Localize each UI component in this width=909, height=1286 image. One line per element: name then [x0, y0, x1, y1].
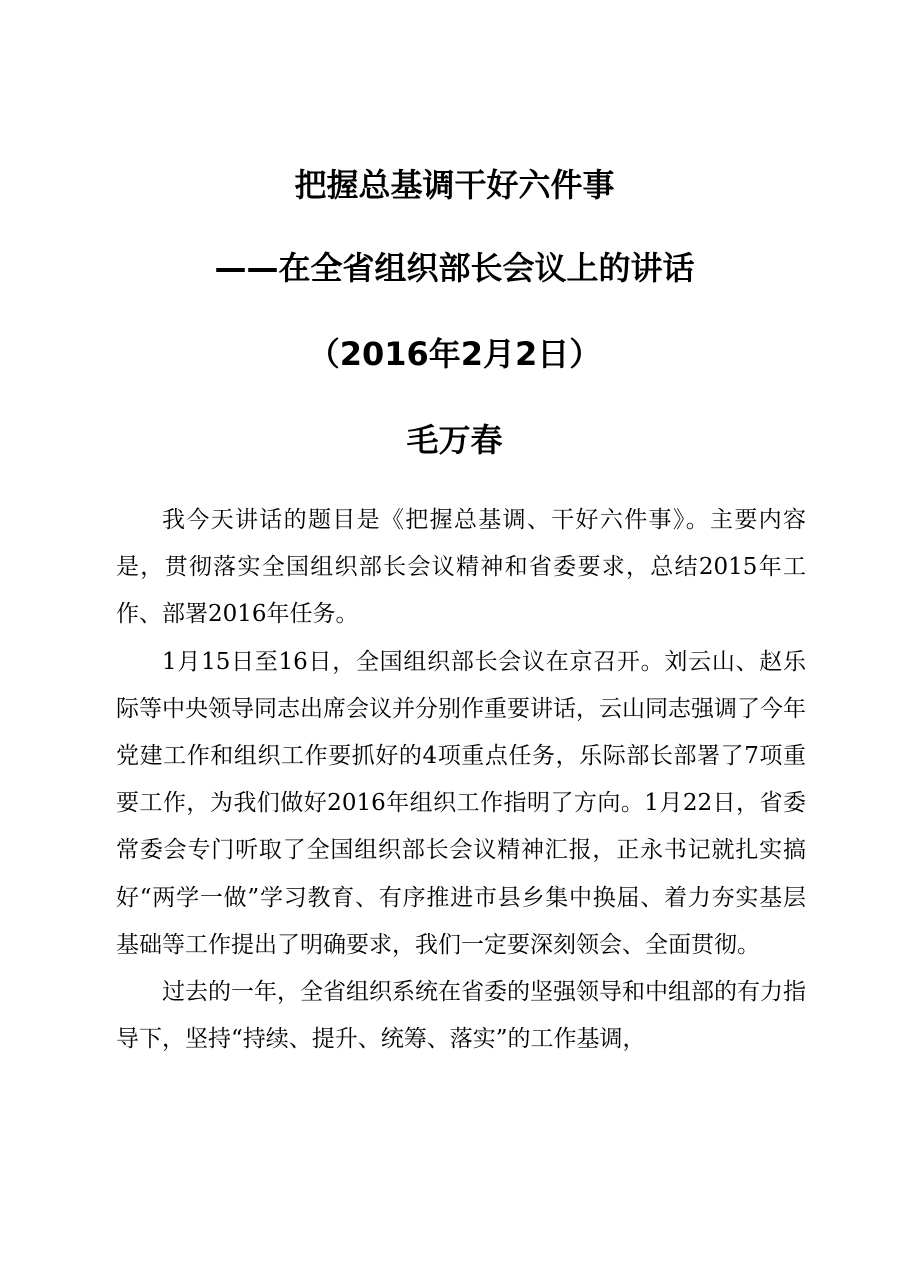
paragraph-2: 1月15日至16日，全国组织部长会议在京召开。刘云山、赵乐际等中央领导同志出席会议并分别作重要讲话，云山同志强调了今年党建工作和组织工作要抓好的4项重点任务，乐际部长部署了7项重要工作，为我们做好2016年组织工作指明了方向。1月22日，省委常委会专门听取了全国组织部长会议精神汇报，正永书记就扎实搞好“两学一做”学习教育、有序推进市县乡集中换届、着力夯实基层基础等工作提出了明确要求，我们一定要深刻领会、全面贯彻。	[116, 648, 806, 958]
document-title: 把握总基调干好六件事	[294, 166, 615, 204]
document-subtitle: ——在全省组织部长会议上的讲话	[214, 249, 695, 287]
paragraph-3: 过去的一年，全省组织系统在省委的坚强领导和中组部的有力指导下，坚持“持续、提升、统筹、落实”的工作基调，	[116, 979, 806, 1053]
document-author: 毛万春	[406, 421, 503, 459]
document-date: （2016年2月2日）	[307, 335, 602, 373]
paragraph-1: 我今天讲话的题目是《把握总基调、干好六件事》。主要内容是，贯彻落实全国组织部长会议精神和省委要求，总结2015年工作、部署2016年任务。	[116, 507, 806, 628]
document-body	[116, 497, 806, 1063]
